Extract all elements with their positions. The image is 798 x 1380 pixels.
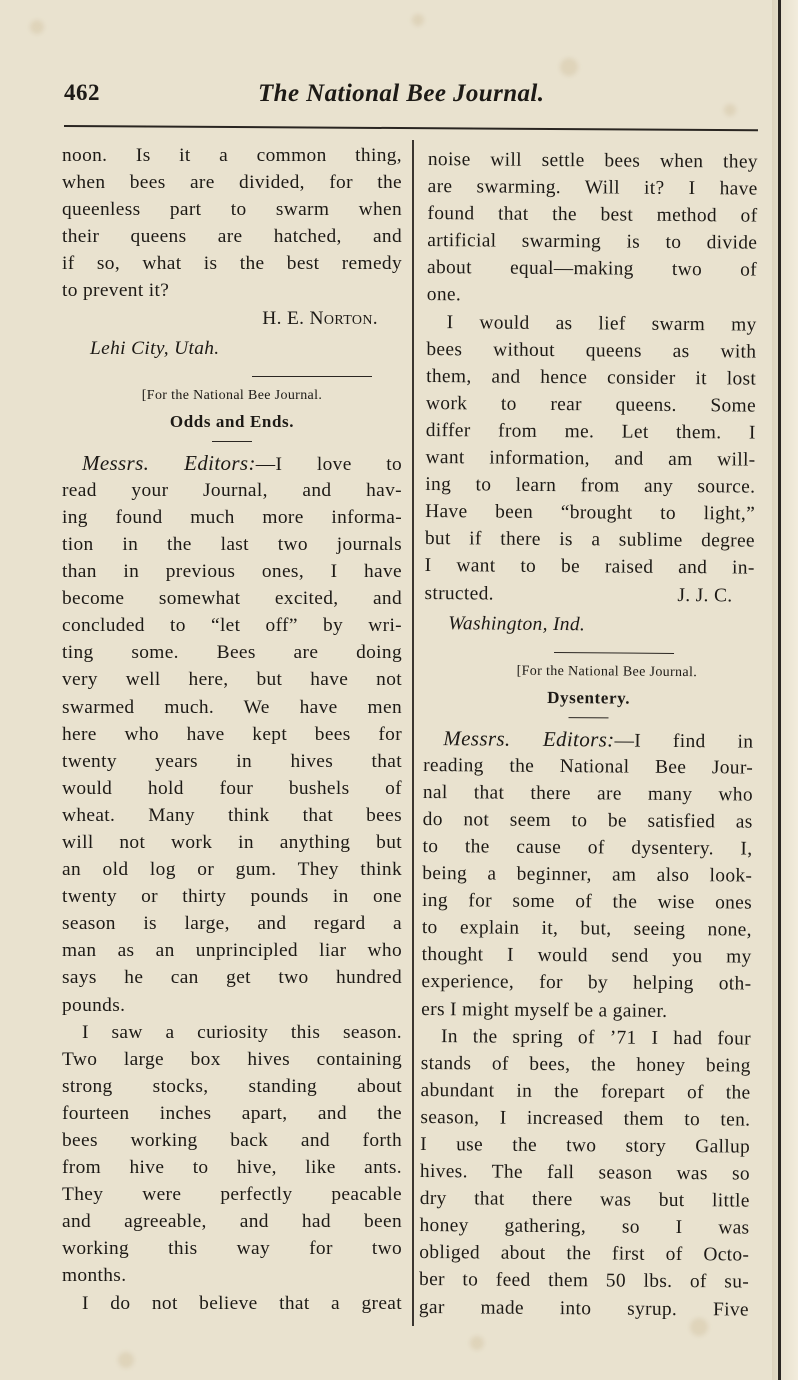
text-line: nal that there are many who	[422, 781, 753, 806]
text-line: fourteen inches apart, and the	[62, 1102, 402, 1124]
text-line: strong stocks, standing about	[62, 1075, 402, 1097]
text-line: noon. Is it a common thing,	[62, 145, 402, 166]
text-line: artificial swarming is to divide	[427, 230, 758, 254]
text-line: ing for some of the wise ones	[421, 890, 753, 914]
text-line: I want to be raised and in-	[424, 555, 755, 579]
paper-stain	[118, 1352, 134, 1368]
article-separator	[252, 376, 372, 377]
text-line: wheat. Many think that bees	[62, 804, 402, 826]
text-line: bees without queens as with	[426, 338, 757, 363]
text-line	[62, 450, 402, 477]
text-line: season is large, and regard a	[62, 913, 402, 935]
text-line: to explain it, but, seeing none,	[421, 917, 752, 941]
text-line: to prevent it?	[62, 280, 170, 302]
paper-stain	[30, 20, 44, 34]
text-line: queenless part to swarm when	[62, 199, 402, 221]
text-fragment: structed.	[424, 582, 494, 605]
author-location: Washington, Ind.	[448, 612, 586, 635]
page-binding-edge	[772, 0, 798, 1380]
text-line: an old log or gum. They think	[62, 859, 402, 881]
text-line: ing found much more informa-	[62, 506, 402, 528]
text-line: pounds.	[62, 994, 126, 1016]
text-line: swarmed much. We have men	[62, 696, 402, 718]
column-divider	[412, 140, 414, 1326]
text-line: obliged about the first of Octo-	[419, 1242, 750, 1266]
left-column	[62, 142, 402, 1317]
text-line: gar made into syrup. Five	[418, 1296, 749, 1321]
text-line: ber to feed them 50 lbs. of su-	[419, 1269, 750, 1294]
paper-stain	[560, 58, 578, 76]
text-line: working this way for two	[62, 1238, 402, 1260]
text-line: about equal—making two of	[426, 257, 758, 281]
text-line: are swarming. Will it? I have	[427, 176, 758, 200]
text-line: Have been “brought to light,”	[425, 501, 756, 525]
text-line: noise will settle bees when they	[427, 148, 758, 173]
text-line: I do not believe that a great	[82, 1292, 402, 1314]
article-credit: [For the National Bee Journal.	[516, 663, 698, 680]
text-line: Two large box hives containing	[62, 1048, 402, 1070]
text-line: but if there is a sublime degree	[424, 528, 755, 552]
text-line: one.	[426, 284, 462, 306]
text-line: their queens are hatched, and	[62, 226, 402, 248]
text-line: twenty years in hives that	[62, 750, 402, 772]
text-line: abundant in the forepart of the	[420, 1079, 751, 1104]
page-number: 462	[64, 80, 100, 105]
text-line: ers I might myself be a gainer.	[421, 998, 668, 1022]
article-title: Odds and Ends.	[169, 411, 295, 431]
text-line	[424, 579, 754, 609]
text-line: than in previous ones, I have	[62, 561, 402, 583]
right-column	[419, 146, 758, 1323]
text-fragment: —I love to	[255, 453, 402, 475]
text-line: become somewhat excited, and	[62, 588, 402, 610]
text-line	[423, 725, 753, 755]
text-line: want information, and am will-	[425, 447, 756, 471]
article-credit: [For the National Bee Journal.	[141, 387, 323, 403]
salutation: Messrs. Editors:	[82, 450, 256, 475]
article-separator	[554, 652, 674, 654]
text-line: I saw a curiosity this season.	[82, 1021, 402, 1043]
paper-stain	[412, 14, 424, 26]
salutation: Messrs. Editors:	[443, 725, 615, 752]
text-line: bees working back and forth	[62, 1130, 402, 1151]
text-line: would hold four bushels of	[62, 777, 402, 799]
text-line: honey gathering, so I was	[419, 1215, 750, 1239]
text-line: says he can get two hundred	[62, 967, 402, 989]
author-signature: J. J. C.	[677, 584, 733, 606]
text-line: stands of bees, the honey being	[420, 1052, 751, 1077]
author-location: Lehi City, Utah.	[90, 337, 220, 359]
text-line: In the spring of ’71 I had four	[440, 1025, 752, 1050]
binding-rule	[778, 0, 781, 1380]
text-line: here who have kept bees for	[62, 723, 402, 745]
text-line: if so, what is the best remedy	[62, 253, 402, 275]
text-line: work to rear queens. Some	[425, 392, 757, 417]
text-line: thought I would send you my	[421, 944, 752, 968]
text-line: do not seem to be satisfied as	[422, 808, 753, 833]
text-line: season, I increased them to ten.	[420, 1106, 751, 1131]
title-rule	[212, 441, 252, 442]
text-line: tion in the last two journals	[62, 533, 402, 555]
text-line: read your Journal, and hav-	[62, 479, 402, 501]
author-signature: H. E. Norton.	[262, 307, 378, 329]
text-line: from hive to hive, like ants.	[62, 1157, 402, 1179]
text-line: differ from me. Let them. I	[425, 419, 756, 444]
text-line: and agreeable, and had been	[62, 1211, 402, 1233]
text-line: months.	[62, 1265, 127, 1287]
text-line: man as an unprincipled liar who	[62, 940, 402, 962]
text-line: when bees are divided, for the	[62, 172, 402, 194]
running-title: The National Bee Journal.	[258, 80, 545, 107]
text-line: to the cause of dysentery. I,	[422, 835, 753, 860]
text-line: concluded to “let off” by wri-	[62, 615, 402, 637]
text-line: very well here, but have not	[62, 669, 402, 691]
text-line: I would as lief swarm my	[446, 311, 757, 336]
text-line: experience, for by helping oth-	[421, 971, 752, 996]
text-line: reading the National Bee Jour-	[423, 754, 754, 779]
header-rule	[64, 125, 758, 131]
page-header	[64, 80, 754, 122]
text-line: dry that there was but little	[419, 1188, 750, 1212]
text-line: being a beginner, am also look-	[422, 863, 753, 887]
text-line: They were perfectly peacable	[62, 1184, 402, 1206]
title-rule	[569, 717, 609, 718]
paper-stain	[470, 1336, 484, 1350]
text-line: them, and hence consider it lost	[426, 365, 757, 390]
article-title: Dysentery.	[547, 687, 631, 708]
text-line: will not work in anything but	[62, 831, 402, 853]
text-line: twenty or thirty pounds in one	[62, 886, 402, 908]
text-line: hives. The fall season was so	[419, 1161, 751, 1185]
text-line: ing to learn from any source.	[425, 474, 756, 498]
text-line: I use the two story Gallup	[420, 1133, 751, 1158]
text-fragment: —I find in	[614, 730, 754, 753]
text-line: ting some. Bees are doing	[62, 642, 402, 664]
text-line: found that the best method of	[427, 203, 758, 227]
